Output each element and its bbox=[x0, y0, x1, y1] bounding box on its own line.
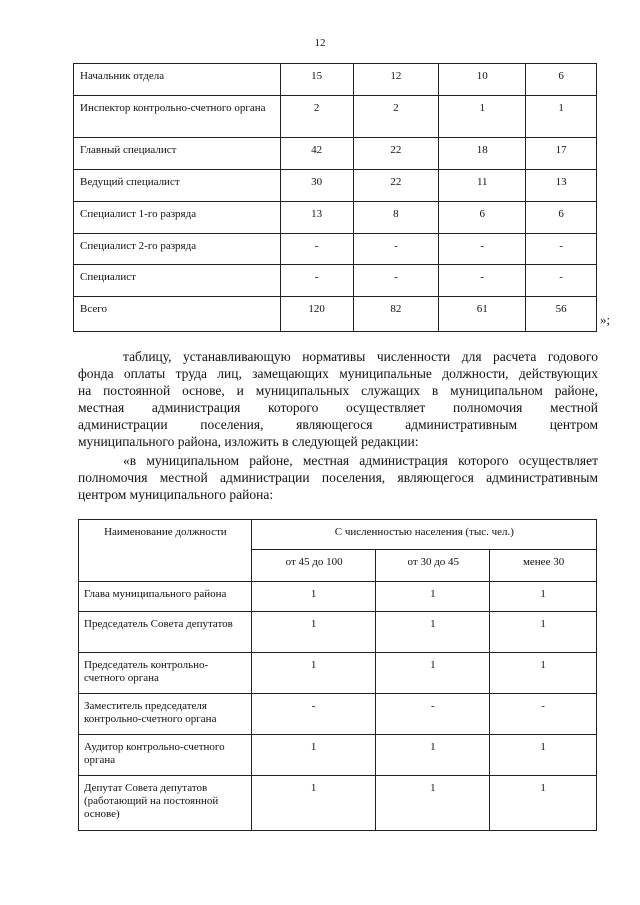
text-line: «в муниципальном районе, местная администрация которого осуществляет bbox=[123, 453, 598, 468]
text-line: местная администрация которого осуществляет полномочия местной bbox=[78, 400, 598, 415]
staffing-table-continued bbox=[73, 63, 597, 332]
value-cell: 1 bbox=[376, 582, 490, 612]
value-cell: 82 bbox=[353, 297, 439, 332]
value-cell: - bbox=[526, 234, 597, 265]
header-population-30-45: от 30 до 45 bbox=[376, 550, 490, 582]
header-population-under-30: менее 30 bbox=[490, 550, 597, 582]
text-line: фонда оплаты труда лиц, замещающих муниципальные должности, действующих bbox=[78, 366, 598, 381]
value-cell: 17 bbox=[526, 138, 597, 170]
table-row-total bbox=[74, 297, 597, 332]
value-cell: - bbox=[526, 265, 597, 297]
table-row bbox=[74, 234, 597, 265]
value-cell: - bbox=[280, 265, 353, 297]
table-row bbox=[79, 582, 597, 612]
position-cell: Всего bbox=[74, 297, 281, 332]
position-cell: Специалист bbox=[74, 265, 281, 297]
value-cell: 11 bbox=[439, 170, 526, 202]
value-cell: 1 bbox=[251, 653, 376, 694]
value-cell: - bbox=[439, 234, 526, 265]
table-row bbox=[74, 170, 597, 202]
position-cell: Председатель Совета депутатов bbox=[79, 612, 252, 653]
value-cell: - bbox=[353, 265, 439, 297]
page-number: 12 bbox=[314, 37, 326, 49]
value-cell: 1 bbox=[490, 612, 597, 653]
value-cell: 1 bbox=[526, 96, 597, 138]
table-row bbox=[74, 96, 597, 138]
table-header-row bbox=[79, 520, 597, 550]
position-cell: Специалист 1-го разряда bbox=[74, 202, 281, 234]
value-cell: - bbox=[490, 694, 597, 735]
text-line: полномочия местной администрации поселения, являющегося административным bbox=[78, 470, 598, 485]
position-cell: Председатель контрольно-счетного органа bbox=[79, 653, 252, 694]
value-cell: 1 bbox=[376, 735, 490, 776]
value-cell: 1 bbox=[439, 96, 526, 138]
value-cell: - bbox=[376, 694, 490, 735]
value-cell: 1 bbox=[376, 776, 490, 831]
position-cell: Аудитор контрольно-счетного органа bbox=[79, 735, 252, 776]
paragraph-district-heading bbox=[78, 452, 598, 503]
value-cell: 15 bbox=[280, 64, 353, 96]
table-row bbox=[79, 776, 597, 831]
position-cell: Главный специалист bbox=[74, 138, 281, 170]
value-cell: 6 bbox=[439, 202, 526, 234]
table-row bbox=[74, 64, 597, 96]
table-row bbox=[79, 735, 597, 776]
table-row bbox=[79, 612, 597, 653]
value-cell: 22 bbox=[353, 138, 439, 170]
value-cell: 30 bbox=[280, 170, 353, 202]
value-cell: 12 bbox=[353, 64, 439, 96]
text-line: на постоянной основе, и муниципальных служащих в муниципальном районе, bbox=[78, 383, 598, 398]
value-cell: 22 bbox=[353, 170, 439, 202]
municipal-positions-table bbox=[78, 519, 597, 831]
value-cell: 61 bbox=[439, 297, 526, 332]
value-cell: 13 bbox=[280, 202, 353, 234]
value-cell: - bbox=[353, 234, 439, 265]
text-line: администрации поселения, являющегося административным центром bbox=[78, 417, 598, 432]
value-cell: - bbox=[439, 265, 526, 297]
header-population-group: С численностью населения (тыс. чел.) bbox=[251, 520, 596, 550]
table-row bbox=[74, 138, 597, 170]
position-cell: Специалист 2-го разряда bbox=[74, 234, 281, 265]
position-cell: Глава муниципального района bbox=[79, 582, 252, 612]
value-cell: 1 bbox=[490, 582, 597, 612]
value-cell: 1 bbox=[490, 776, 597, 831]
text-line: центром муниципального района: bbox=[78, 487, 274, 502]
value-cell: 1 bbox=[376, 653, 490, 694]
value-cell: 6 bbox=[526, 202, 597, 234]
value-cell: 1 bbox=[490, 653, 597, 694]
position-cell: Депутат Совета депутатов (работающий на постоянной основе) bbox=[79, 776, 252, 831]
header-population-45-100: от 45 до 100 bbox=[251, 550, 376, 582]
value-cell: 13 bbox=[526, 170, 597, 202]
position-cell: Заместитель председателя контрольно-счетного органа bbox=[79, 694, 252, 735]
position-cell: Ведущий специалист bbox=[74, 170, 281, 202]
value-cell: 1 bbox=[251, 612, 376, 653]
table-row bbox=[79, 653, 597, 694]
value-cell: 56 bbox=[526, 297, 597, 332]
value-cell: 6 bbox=[526, 64, 597, 96]
value-cell: 8 bbox=[353, 202, 439, 234]
table-row bbox=[74, 265, 597, 297]
value-cell: - bbox=[280, 234, 353, 265]
value-cell: 120 bbox=[280, 297, 353, 332]
header-position-name: Наименование должности bbox=[79, 520, 252, 582]
closing-quote-mark: »; bbox=[600, 312, 611, 327]
value-cell: 1 bbox=[251, 776, 376, 831]
position-cell: Инспектор контрольно-счетного органа bbox=[74, 96, 281, 138]
value-cell: 1 bbox=[490, 735, 597, 776]
value-cell: 42 bbox=[280, 138, 353, 170]
paragraph-table-instruction bbox=[78, 348, 598, 450]
position-cell: Начальник отдела bbox=[74, 64, 281, 96]
table-row bbox=[74, 202, 597, 234]
value-cell: - bbox=[251, 694, 376, 735]
value-cell: 2 bbox=[280, 96, 353, 138]
table-row bbox=[79, 694, 597, 735]
value-cell: 10 bbox=[439, 64, 526, 96]
value-cell: 2 bbox=[353, 96, 439, 138]
value-cell: 1 bbox=[251, 582, 376, 612]
text-line: муниципального района, изложить в следующей редакции: bbox=[78, 434, 419, 449]
text-line: таблицу, устанавливающую нормативы численности для расчета годового bbox=[123, 349, 598, 364]
value-cell: 1 bbox=[251, 735, 376, 776]
value-cell: 18 bbox=[439, 138, 526, 170]
value-cell: 1 bbox=[376, 612, 490, 653]
